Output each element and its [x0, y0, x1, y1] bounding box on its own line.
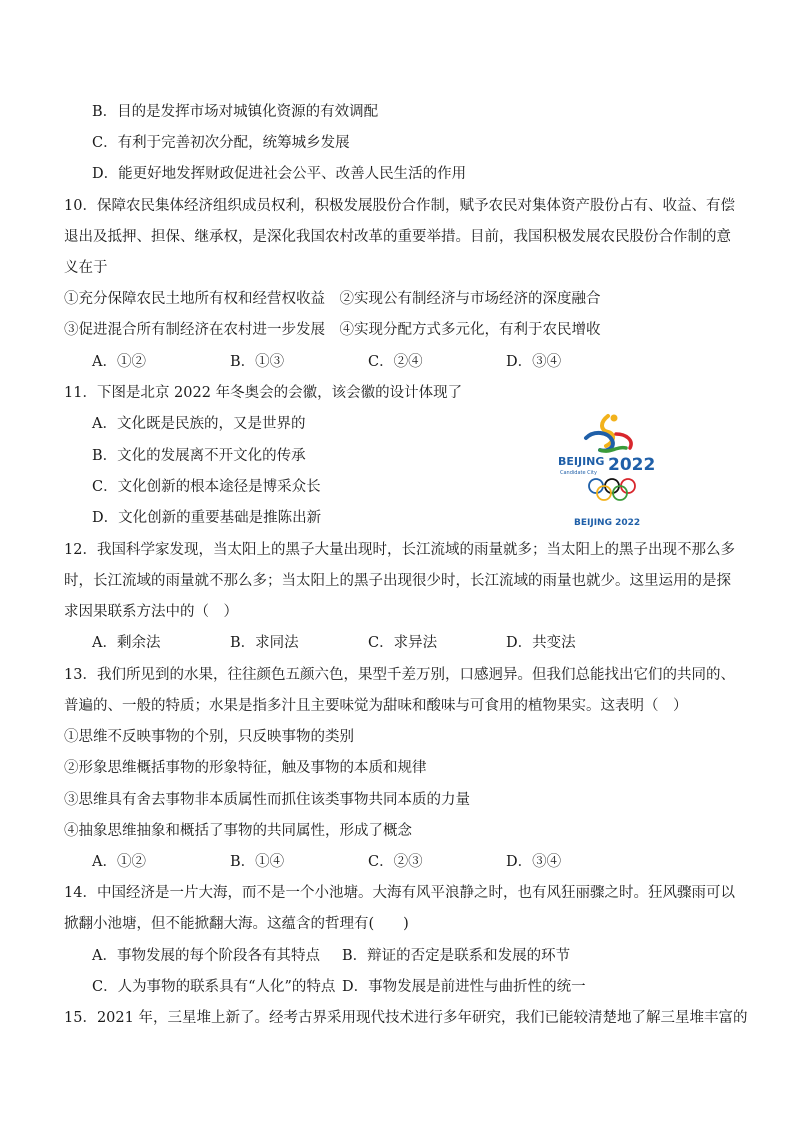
q10-stem-line-3: 义在于	[64, 260, 108, 276]
q11-stem: 11．下图是北京 2022 年冬奥会的会徽，该会徽的设计体现了	[64, 385, 463, 401]
q14-option-b: B．辩证的否定是联系和发展的环节	[342, 948, 571, 964]
q15-stem-line-1: 15．2021 年，三星堆上新了。经考古界采用现代技术进行多年研究，我们已能较清楚地了解三星堆丰富的	[64, 1010, 748, 1026]
q14-stem-line-1: 14．中国经济是一片大海，而不是一个小池塘。大海有风平浪静之时，也有风狂丽骤之时。狂风骤雨可以	[64, 885, 735, 901]
beijing-2022-emblem	[556, 410, 666, 532]
q12-stem-line-2: 时，长江流域的雨量就不那么多；当太阳上的黑子出现很少时，长江流域的雨量也就少。这里运用的是探	[64, 573, 731, 589]
q14-option-d: D．事物发展是前进性与曲折性的统一	[342, 979, 586, 995]
q14-option-a: A．事物发展的每个阶段各有其特点	[92, 948, 320, 964]
q12-options	[92, 633, 576, 653]
q10-option-a: A．①②	[92, 354, 146, 370]
q10-statement-1-2: ①充分保障农民土地所有权和经营权收益 ②实现公有制经济与市场经济的深度融合	[64, 291, 601, 307]
q12-option-a: A．剩余法	[92, 635, 161, 651]
q11-option-b: B．文化的发展离不开文化的传承	[92, 448, 306, 464]
q13-option-b: B．①④	[230, 854, 285, 870]
q13-stem-line-1: 13．我们所见到的水果，往往颜色五颜六色，果型千差万别，口感迥异。但我们总能找出它们的共同的、	[64, 667, 735, 683]
emblem-beijing-text: BEIJING	[558, 455, 605, 468]
q11-option-d: D．文化创新的重要基础是推陈出新	[92, 510, 322, 526]
q13-statement-1: ①思维不反映事物的个别，只反映事物的类别	[64, 729, 354, 745]
q12-option-c: C．求异法	[368, 635, 438, 651]
q13-statement-4: ④抽象思维抽象和概括了事物的共同属性，形成了概念	[64, 823, 412, 839]
q11-option-c: C．文化创新的根本途径是博采众长	[92, 479, 321, 495]
q13-option-d: D．③④	[506, 854, 562, 870]
q14-stem-line-2: 掀翻小池塘，但不能掀翻大海。这蕴含的哲理有( )	[64, 916, 409, 932]
emblem-figure-green	[600, 448, 626, 451]
q13-option-c: C．②③	[368, 854, 423, 870]
q11-option-a: A．文化既是民族的，又是世界的	[92, 416, 306, 432]
emblem-candidate-city-text: Candidate City	[560, 470, 597, 476]
q13-statement-3: ③思维具有舍去事物非本质属性而抓住该类事物共同本质的力量	[64, 792, 470, 808]
q10-statement-3-4: ③促进混合所有制经济在农村进一步发展 ④实现分配方式多元化，有利于农民增收	[64, 322, 601, 338]
q12-option-d: D．共变法	[506, 635, 576, 651]
q14-options-cd	[92, 977, 586, 997]
q13-option-a: A．①②	[92, 854, 146, 870]
q13-options	[92, 852, 561, 872]
q9-option-c: C．有利于完善初次分配，统筹城乡发展	[92, 135, 350, 151]
q12-stem-line-3: 求因果联系方法中的（ ）	[64, 604, 238, 620]
q14-options-ab	[92, 946, 570, 966]
emblem-bottom-text: BEIJING 2022	[574, 518, 641, 528]
emblem-head	[611, 415, 618, 422]
q9-option-d: D．能更好地发挥财政促进社会公平、改善人民生活的作用	[92, 166, 467, 182]
q13-statement-2: ②形象思维概括事物的形象特征，触及事物的本质和规律	[64, 760, 427, 776]
q10-options	[92, 352, 561, 372]
q12-stem-line-1: 12．我国科学家发现，当太阳上的黑子大量出现时，长江流域的雨量就多；当太阳上的黑子出现不那么多	[64, 542, 735, 558]
q10-option-d: D．③④	[506, 354, 562, 370]
q12-option-b: B．求同法	[230, 635, 299, 651]
q10-stem-line-2: 退出及抵押、担保、继承权，是深化我国农村改革的重要举措。目前，我国积极发展农民股份合作制的意	[64, 229, 731, 245]
q9-option-b: B．目的是发挥市场对城镇化资源的有效调配	[92, 104, 379, 120]
emblem-figure-red	[616, 434, 631, 448]
q10-stem-line-1: 10．保障农民集体经济组织成员权利，积极发展股份合作制，赋予农民对集体资产股份占有、收益、有偿	[64, 198, 735, 214]
emblem-year-text: 2022	[608, 455, 656, 475]
q13-stem-line-2: 普遍的、一般的特质；水果是指多汁且主要味觉为甜味和酸味与可食用的植物果实。这表明（ ）	[64, 698, 688, 714]
q10-option-c: C．②④	[368, 354, 423, 370]
q10-option-b: B．①③	[230, 354, 285, 370]
q14-option-c: C．人为事物的联系具有“人化”的特点	[92, 979, 336, 995]
